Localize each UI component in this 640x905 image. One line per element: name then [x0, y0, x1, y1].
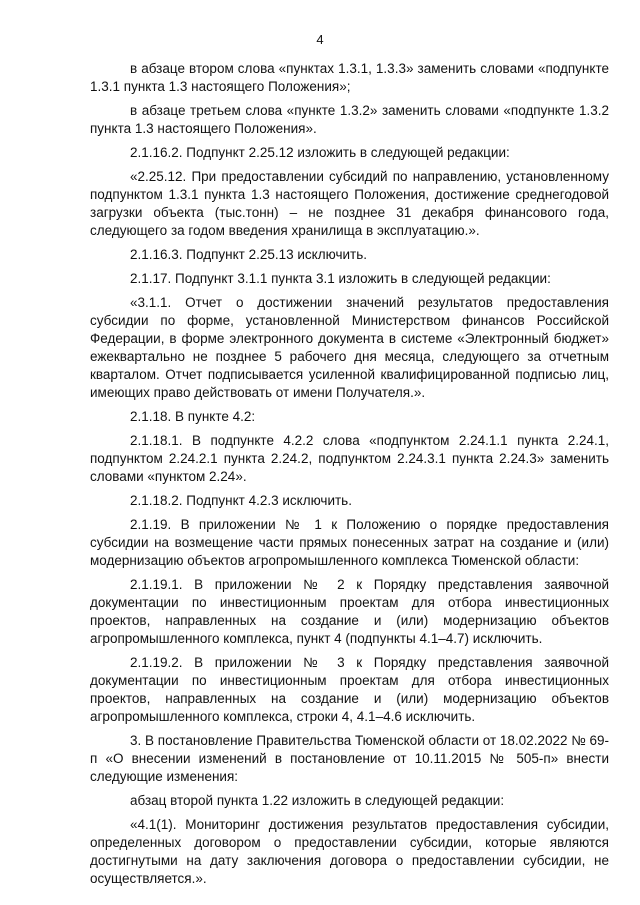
paragraph: 2.1.19.1. В приложении № 2 к Порядку представления заявочной документации по инвестиционным проектам для отбора инвестиционных проектов, направленных на создание и (или) модернизацию объектов агропромышленного комплекса, пункт 4 (подпункты 4.1–4.7) исключить.: [90, 577, 609, 646]
paragraph: в абзаце втором слова «пунктах 1.3.1, 1.3.3» заменить словами «подпункте 1.3.1 пункта 1.3 настоящего Положения»;: [90, 61, 609, 94]
paragraph: 2.1.16.3. Подпункт 2.25.13 исключить.: [130, 247, 367, 262]
paragraph: 2.1.19.2. В приложении № 3 к Порядку представления заявочной документации по инвестиционным проектам для отбора инвестиционных проектов, направленных на создание и (или) модернизацию объектов агропромышленного комплекса, строки 4, 4.1–4.6 исключить.: [90, 655, 609, 724]
paragraph: 2.1.18. В пункте 4.2:: [130, 409, 256, 424]
paragraph: 2.1.19. В приложении № 1 к Положению о порядке предоставления субсидии на возмещение части прямых понесенных затрат на создание и (или) модернизацию объектов агропромышленного комплекса Тюменской области:: [90, 517, 609, 568]
paragraph: в абзаце третьем слова «пункте 1.3.2» заменить словами «подпункте 1.3.2 пункта 1.3 настоящего Положения».: [90, 103, 609, 136]
paragraph: 3. В постановление Правительства Тюменской области от 18.02.2022 № 69-п «О внесении изменений в постановление от 10.11.2015 № 505-п» внести следующие изменения:: [90, 733, 609, 784]
paragraph: 2.1.18.1. В подпункте 4.2.2 слова «подпунктом 2.24.1.1 пункта 2.24.1, подпунктом 2.24.2.1 пункта 2.24.2, подпунктом 2.24.3.1 пункта 2.24.3» заменить словами «пунктом 2.24».: [90, 433, 609, 484]
document-body: [90, 60, 609, 894]
paragraph: «4.1(1). Мониторинг достижения результатов предоставления субсидии, определенных договором о предоставлении субсидии, которые являются достигнутыми на дату заключения договора о предоставлении субсидии, не осуществляется.».: [90, 817, 609, 886]
paragraph: 2.1.18.2. Подпункт 4.2.3 исключить.: [130, 493, 352, 508]
paragraph: «2.25.12. При предоставлении субсидий по направлению, установленному подпунктом 1.3.1 пункта 1.3 настоящего Положения, достижение среднегодовой загрузки объекта (тыс.тонн) – не позднее 31 декабря финансового года, следующего за годом введения хранилища в эксплуатацию.».: [90, 169, 609, 238]
paragraph: 2.1.16.2. Подпункт 2.25.12 изложить в следующей редакции:: [130, 145, 510, 160]
paragraph: абзац второй пункта 1.22 изложить в следующей редакции:: [130, 793, 505, 808]
paragraph: «3.1.1. Отчет о достижении значений результатов предоставления субсидии по форме, установленной Министерством финансов Российской Федерации, в форме электронного документа в системе «Электронный бюджет» ежеквартально не позднее 5 рабочего дня месяца, следующего за отчетным кварталом. Отчет подписывается усиленной квалифицированной подписью лиц, имеющих право действовать от имени Получателя.».: [90, 295, 609, 400]
page-number: 4: [316, 32, 324, 47]
paragraph: 2.1.17. Подпункт 3.1.1 пункта 3.1 изложить в следующей редакции:: [130, 271, 551, 286]
